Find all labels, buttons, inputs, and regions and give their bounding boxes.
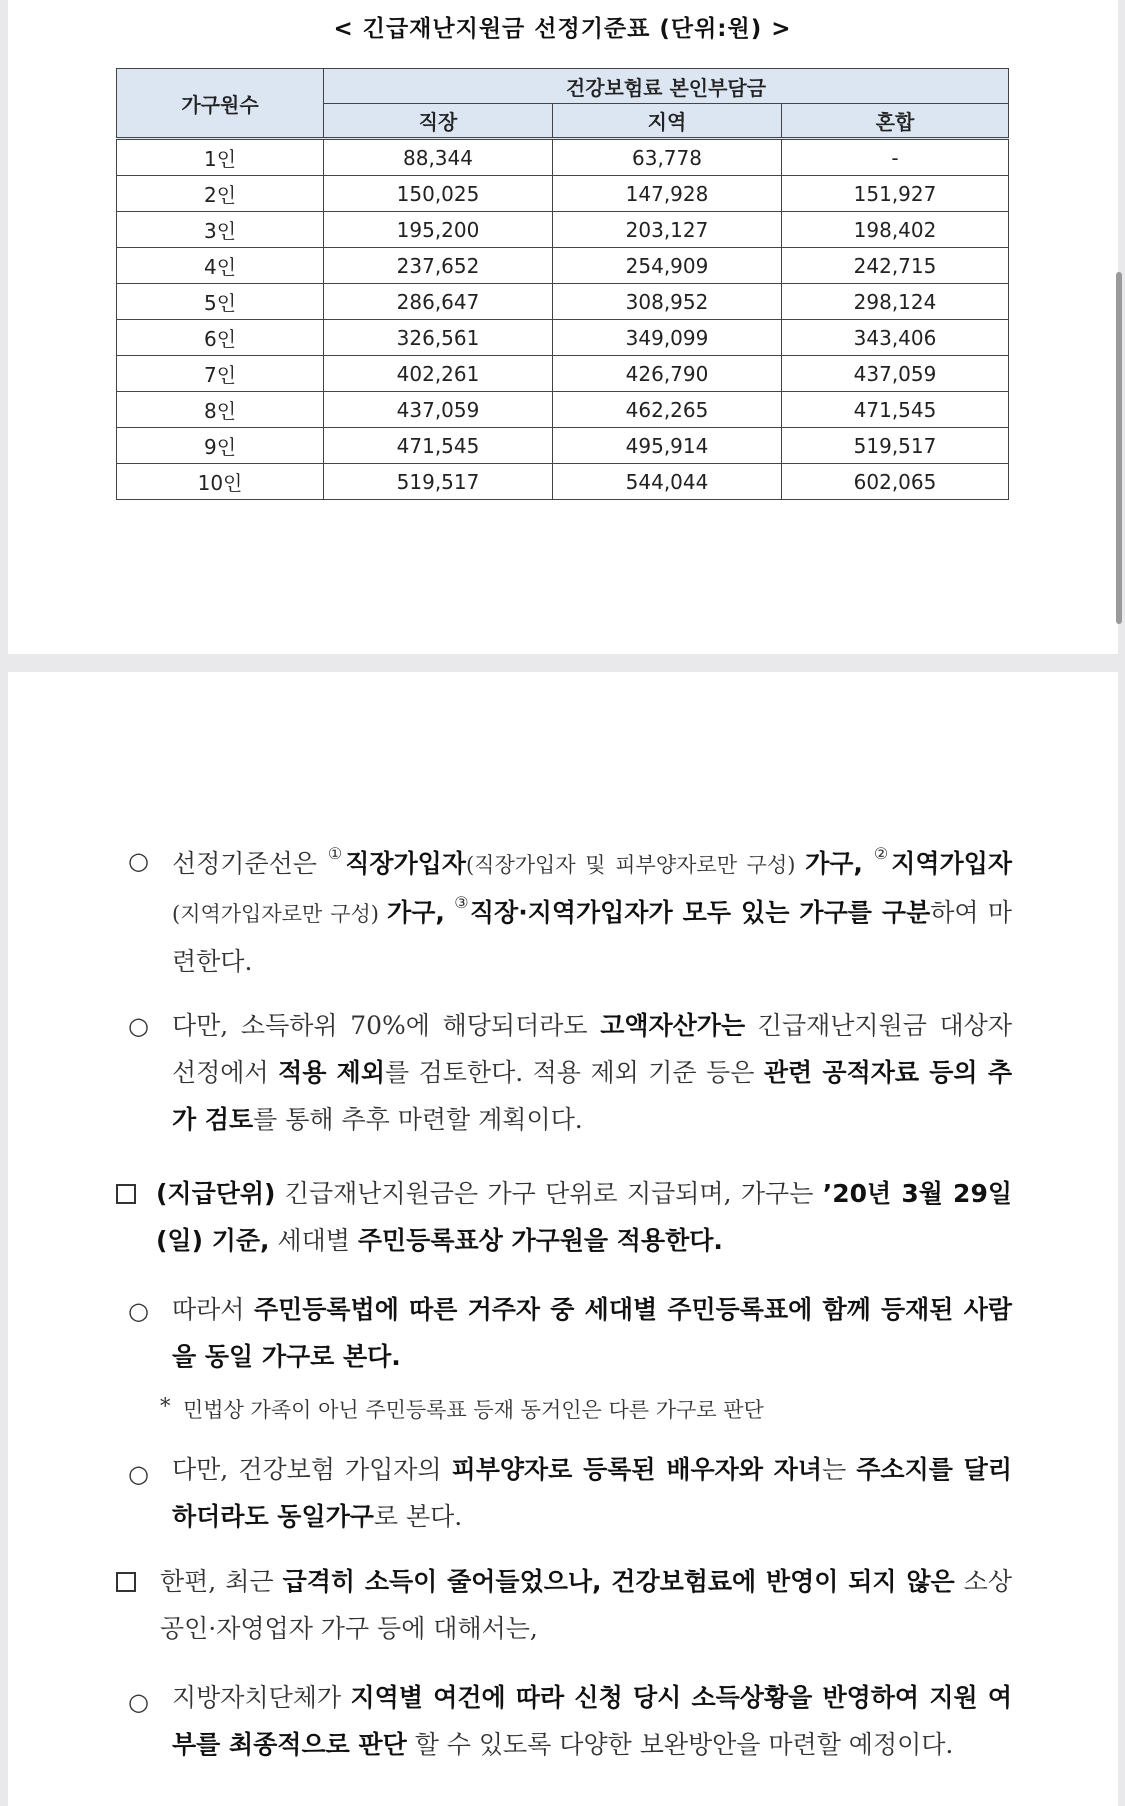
text: (직장가입자 및 피부양자로만 구성) (465, 853, 806, 877)
table-row (117, 428, 1009, 464)
table-row (117, 212, 1009, 248)
header-household-size: 가구원수 (117, 69, 324, 139)
bold-text: 가구, (387, 898, 445, 927)
bold-text: 주민등록표상 가구원을 적용한다. (357, 1226, 723, 1255)
workplace-value: 519,517 (324, 464, 553, 500)
paragraph-local-government (172, 1674, 1012, 1768)
paragraph-exclusion (172, 1002, 1012, 1143)
regional-value: 349,099 (553, 320, 782, 356)
workplace-value: 195,200 (324, 212, 553, 248)
bold-text: 가구, (805, 849, 863, 878)
workplace-value: 88,344 (324, 139, 553, 176)
bold-text: 피부양자로 등록된 배우자와 자녀 (451, 1455, 823, 1484)
regional-value: 147,928 (553, 176, 782, 212)
footnote-cohabitant: 민법상 가족이 아닌 주민등록표 등재 동거인은 다른 가구로 판단 (183, 1398, 764, 1422)
bold-text: 지역가입자 (891, 849, 1013, 878)
regional-value: 462,265 (553, 392, 782, 428)
text: 할 수 있도록 다양한 보완방안을 마련할 예정이다. (406, 1730, 954, 1759)
text: 긴급재난지원금은 가구 단위로 지급되며, 가구는 (275, 1179, 823, 1208)
workplace-value: 437,059 (324, 392, 553, 428)
bold-text: 급격히 소득이 줄어들었으나, 건강보험료에 반영이 되지 않은 (282, 1567, 955, 1596)
household-size: 9인 (117, 428, 324, 464)
regional-value: 308,952 (553, 284, 782, 320)
table-caption: < 긴급재난지원금 선정기준표 (단위:원) > (333, 16, 792, 42)
household-size: 7인 (117, 356, 324, 392)
text: 다만, 소득하위 70%에 해당되더라도 (172, 1011, 601, 1040)
text: 는 (822, 1455, 857, 1484)
scrollbar-thumb[interactable] (1116, 272, 1122, 624)
table-row (117, 176, 1009, 212)
circle-bullet-icon: ○ (128, 1012, 149, 1040)
table-row (117, 248, 1009, 284)
workplace-value: 286,647 (324, 284, 553, 320)
square-bullet-icon (116, 1184, 136, 1204)
paragraph-criteria-basis (172, 840, 1012, 985)
header-regional: 지역 (553, 104, 782, 139)
text: 한편, 최근 (160, 1567, 283, 1596)
mixed-value: 242,715 (782, 248, 1009, 284)
text: 세대별 (269, 1226, 358, 1255)
regional-value: 426,790 (553, 356, 782, 392)
bold-text: 직장·지역가입자가 모두 있는 가구를 구분 (469, 898, 931, 927)
text: 다만, 건강보험 가입자의 (172, 1455, 452, 1484)
bold-text: 직장가입자 (345, 849, 466, 878)
mixed-value: 519,517 (782, 428, 1009, 464)
circled-number: ① (327, 844, 346, 863)
text: 지방자치단체가 (172, 1683, 351, 1712)
mixed-value: 151,927 (782, 176, 1009, 212)
header-mixed: 혼합 (782, 104, 1009, 139)
header-workplace: 직장 (324, 104, 553, 139)
bold-text: 관련 공적자료 등의 추가 검토 (172, 1058, 1012, 1134)
household-size: 5인 (117, 284, 324, 320)
mixed-value: - (782, 139, 1009, 176)
text: 선정기준선은 (172, 849, 328, 878)
table-row (117, 320, 1009, 356)
text: 로 본다. (373, 1502, 463, 1531)
household-size: 4인 (117, 248, 324, 284)
mixed-value: 343,406 (782, 320, 1009, 356)
household-size: 3인 (117, 212, 324, 248)
table-row (117, 139, 1009, 176)
regional-value: 203,127 (553, 212, 782, 248)
paragraph-payment-unit (156, 1170, 1012, 1264)
circled-number: ③ (454, 893, 470, 912)
household-size: 2인 (117, 176, 324, 212)
regional-value: 63,778 (553, 139, 782, 176)
workplace-value: 471,545 (324, 428, 553, 464)
text: 하여 마련한다. (172, 898, 1013, 976)
circle-bullet-icon: ○ (128, 847, 149, 875)
header-premium-group: 건강보험료 본인부담금 (324, 69, 1009, 104)
table-row (117, 392, 1009, 428)
circle-bullet-icon: ○ (128, 1297, 149, 1325)
table-row (117, 356, 1009, 392)
mixed-value: 198,402 (782, 212, 1009, 248)
asterisk-icon: * (160, 1394, 171, 1418)
mixed-value: 602,065 (782, 464, 1009, 500)
regional-value: 544,044 (553, 464, 782, 500)
regional-value: 254,909 (553, 248, 782, 284)
household-size: 1인 (117, 139, 324, 176)
bold-text: ’20년 3월 29일(일) 기준, (156, 1179, 1012, 1255)
mixed-value: 298,124 (782, 284, 1009, 320)
bold-text: 지역별 여건에 따라 신청 당시 소득상황을 반영하여 지원 여부를 최종적으로 판단 (172, 1683, 1012, 1759)
workplace-value: 237,652 (324, 248, 553, 284)
paragraph-small-business (160, 1558, 1012, 1652)
mixed-value: 471,545 (782, 392, 1009, 428)
regional-value: 495,914 (553, 428, 782, 464)
text: 긴급재난지원금 대상자 선정에서 (172, 1011, 1012, 1087)
circle-bullet-icon: ○ (128, 1460, 149, 1488)
text: 를 검토한다. 적용 제외 기준 등은 (384, 1058, 764, 1087)
bold-text: 적용 제외 (278, 1058, 385, 1087)
bold-text: 고액자산가는 (600, 1011, 746, 1040)
table-row (117, 464, 1009, 500)
paragraph-dependents (172, 1446, 1012, 1540)
bold-text: 주소지를 달리하더라도 동일가구 (172, 1455, 1012, 1531)
bold-text: (지급단위) (156, 1179, 276, 1208)
circle-bullet-icon: ○ (128, 1688, 149, 1716)
text: 따라서 (172, 1295, 254, 1324)
paragraph-resident-registration (172, 1286, 1012, 1380)
text: 를 통해 추후 마련할 계획이다. (253, 1105, 583, 1134)
workplace-value: 326,561 (324, 320, 553, 356)
selection-criteria-table (116, 68, 1009, 500)
text: 소상공인·자영업자 가구 등에 대해서는, (160, 1567, 1012, 1643)
bold-text: 주민등록법에 따른 거주자 중 세대별 주민등록표에 함께 등재된 사람을 동일 가구로 본다. (172, 1295, 1012, 1371)
table-row (117, 284, 1009, 320)
household-size: 10인 (117, 464, 324, 500)
mixed-value: 437,059 (782, 356, 1009, 392)
text: (지역가입자로만 구성) (172, 902, 388, 926)
household-size: 8인 (117, 392, 324, 428)
workplace-value: 150,025 (324, 176, 553, 212)
workplace-value: 402,261 (324, 356, 553, 392)
circled-number: ② (873, 844, 892, 863)
household-size: 6인 (117, 320, 324, 356)
square-bullet-icon (116, 1572, 136, 1592)
